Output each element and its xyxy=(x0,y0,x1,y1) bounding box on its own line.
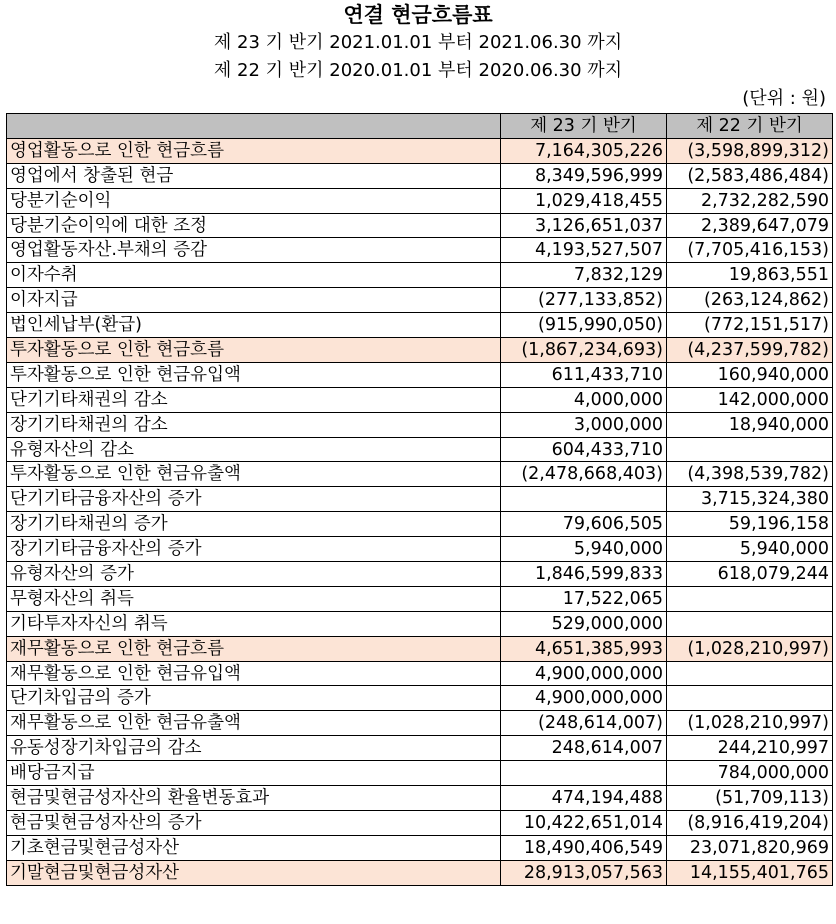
row-label: 기말현금및현금성자산 xyxy=(7,860,501,885)
unit-label: (단위 : 원) xyxy=(742,88,826,109)
row-value-current: 4,000,000 xyxy=(501,387,667,412)
table-row xyxy=(7,810,833,835)
table-row xyxy=(7,188,833,213)
row-value-current: 4,900,000,000 xyxy=(501,661,667,686)
table-row xyxy=(7,263,833,288)
row-value-prior: 19,863,551 xyxy=(667,263,833,288)
row-label: 재무활동으로 인한 현금유출액 xyxy=(7,711,501,736)
row-value-prior: 2,732,282,590 xyxy=(667,188,833,213)
row-label: 무형자산의 취득 xyxy=(7,586,501,611)
row-value-prior: 160,940,000 xyxy=(667,362,833,387)
row-label: 유형자산의 증가 xyxy=(7,562,501,587)
row-value-prior: 59,196,158 xyxy=(667,512,833,537)
row-label: 이자수취 xyxy=(7,263,501,288)
row-value-current: (277,133,852) xyxy=(501,288,667,313)
row-value-current: 17,522,065 xyxy=(501,586,667,611)
row-value-prior xyxy=(667,437,833,462)
row-value-prior: 14,155,401,765 xyxy=(667,860,833,885)
row-value-current: 611,433,710 xyxy=(501,362,667,387)
table-row xyxy=(7,835,833,860)
row-value-prior: 23,071,820,969 xyxy=(667,835,833,860)
row-value-prior: 784,000,000 xyxy=(667,761,833,786)
row-value-current: 604,433,710 xyxy=(501,437,667,462)
row-value-prior: 2,389,647,079 xyxy=(667,213,833,238)
row-value-prior xyxy=(667,661,833,686)
table-row xyxy=(7,462,833,487)
row-value-prior: (4,398,539,782) xyxy=(667,462,833,487)
row-value-prior: (51,709,113) xyxy=(667,786,833,811)
table-row xyxy=(7,711,833,736)
row-value-prior: (4,237,599,782) xyxy=(667,338,833,363)
row-label: 기초현금및현금성자산 xyxy=(7,835,501,860)
row-label: 법인세납부(환급) xyxy=(7,313,501,338)
row-value-current: 7,832,129 xyxy=(501,263,667,288)
row-label: 단기기타채권의 감소 xyxy=(7,387,501,412)
table-row xyxy=(7,686,833,711)
row-value-current: 1,029,418,455 xyxy=(501,188,667,213)
table-row xyxy=(7,562,833,587)
row-label: 단기기타금융자산의 증가 xyxy=(7,487,501,512)
table-row xyxy=(7,512,833,537)
row-value-current: 7,164,305,226 xyxy=(501,138,667,163)
row-label: 유동성장기차입금의 감소 xyxy=(7,736,501,761)
table-row xyxy=(7,138,833,163)
header-current-period: 제 23 기 반기 xyxy=(501,114,667,139)
row-value-current: 3,000,000 xyxy=(501,412,667,437)
row-label: 현금및현금성자산의 증가 xyxy=(7,810,501,835)
row-label: 투자활동으로 인한 현금유출액 xyxy=(7,462,501,487)
row-value-prior: 3,715,324,380 xyxy=(667,487,833,512)
row-label: 당분기순이익 xyxy=(7,188,501,213)
row-value-current: 28,913,057,563 xyxy=(501,860,667,885)
row-value-current: 4,651,385,993 xyxy=(501,636,667,661)
row-value-current: 4,193,527,507 xyxy=(501,238,667,263)
row-value-current: (915,990,050) xyxy=(501,313,667,338)
table-row xyxy=(7,636,833,661)
row-label: 재무활동으로 인한 현금유입액 xyxy=(7,661,501,686)
row-label: 영업에서 창출된 현금 xyxy=(7,163,501,188)
row-label: 배당금지급 xyxy=(7,761,501,786)
row-value-prior: (263,124,862) xyxy=(667,288,833,313)
row-label: 단기차입금의 증가 xyxy=(7,686,501,711)
table-row xyxy=(7,412,833,437)
header-prior-period: 제 22 기 반기 xyxy=(667,114,833,139)
row-label: 이자지급 xyxy=(7,288,501,313)
statement-title: 연결 현금흐름표 xyxy=(343,3,493,27)
row-label: 장기기타금융자산의 증가 xyxy=(7,537,501,562)
table-row xyxy=(7,661,833,686)
row-value-current: 1,846,599,833 xyxy=(501,562,667,587)
table-row xyxy=(7,163,833,188)
row-value-prior: (8,916,419,204) xyxy=(667,810,833,835)
row-label: 장기기타채권의 증가 xyxy=(7,512,501,537)
row-label: 현금및현금성자산의 환율변동효과 xyxy=(7,786,501,811)
period-prior: 제 22 기 반기 2020.01.01 부터 2020.06.30 까지 xyxy=(213,60,623,81)
period-current: 제 23 기 반기 2021.01.01 부터 2021.06.30 까지 xyxy=(213,32,623,53)
row-value-prior: (2,583,486,484) xyxy=(667,163,833,188)
row-value-prior xyxy=(667,586,833,611)
row-value-prior: 142,000,000 xyxy=(667,387,833,412)
table-row xyxy=(7,387,833,412)
row-value-current: 248,614,007 xyxy=(501,736,667,761)
table-row xyxy=(7,611,833,636)
row-label: 당분기순이익에 대한 조정 xyxy=(7,213,501,238)
row-value-prior: (772,151,517) xyxy=(667,313,833,338)
row-label: 투자활동으로 인한 현금흐름 xyxy=(7,338,501,363)
row-value-current: 10,422,651,014 xyxy=(501,810,667,835)
row-value-current: 4,900,000,000 xyxy=(501,686,667,711)
row-value-current: 529,000,000 xyxy=(501,611,667,636)
table-row xyxy=(7,238,833,263)
row-value-current xyxy=(501,761,667,786)
table-row xyxy=(7,362,833,387)
table-row xyxy=(7,213,833,238)
row-value-prior: (1,028,210,997) xyxy=(667,636,833,661)
table-row xyxy=(7,313,833,338)
table-row xyxy=(7,736,833,761)
table-row xyxy=(7,786,833,811)
table-body xyxy=(7,138,833,885)
row-value-prior: 5,940,000 xyxy=(667,537,833,562)
row-value-current: (2,478,668,403) xyxy=(501,462,667,487)
row-value-prior xyxy=(667,686,833,711)
table-row xyxy=(7,288,833,313)
table-row xyxy=(7,487,833,512)
table-header-row xyxy=(7,114,833,139)
row-value-current: 3,126,651,037 xyxy=(501,213,667,238)
row-label: 기타투자자신의 취득 xyxy=(7,611,501,636)
header-label-cell xyxy=(7,114,501,139)
row-value-current: 79,606,505 xyxy=(501,512,667,537)
row-value-prior: (3,598,899,312) xyxy=(667,138,833,163)
cash-flow-table xyxy=(6,113,833,886)
row-value-current: (248,614,007) xyxy=(501,711,667,736)
row-label: 영업활동으로 인한 현금흐름 xyxy=(7,138,501,163)
row-value-prior: 244,210,997 xyxy=(667,736,833,761)
row-label: 투자활동으로 인한 현금유입액 xyxy=(7,362,501,387)
row-value-current: 5,940,000 xyxy=(501,537,667,562)
row-label: 재무활동으로 인한 현금흐름 xyxy=(7,636,501,661)
row-value-current xyxy=(501,487,667,512)
row-value-prior: (7,705,416,153) xyxy=(667,238,833,263)
row-value-prior: (1,028,210,997) xyxy=(667,711,833,736)
table-row xyxy=(7,537,833,562)
row-value-prior: 618,079,244 xyxy=(667,562,833,587)
row-value-current: (1,867,234,693) xyxy=(501,338,667,363)
row-value-prior xyxy=(667,611,833,636)
row-value-prior: 18,940,000 xyxy=(667,412,833,437)
table-row xyxy=(7,437,833,462)
row-value-current: 18,490,406,549 xyxy=(501,835,667,860)
row-label: 유형자산의 감소 xyxy=(7,437,501,462)
row-value-current: 474,194,488 xyxy=(501,786,667,811)
row-label: 장기기타채권의 감소 xyxy=(7,412,501,437)
table-row xyxy=(7,338,833,363)
row-value-current: 8,349,596,999 xyxy=(501,163,667,188)
table-row xyxy=(7,860,833,885)
table-row xyxy=(7,586,833,611)
row-label: 영업활동자산.부채의 증감 xyxy=(7,238,501,263)
table-row xyxy=(7,761,833,786)
